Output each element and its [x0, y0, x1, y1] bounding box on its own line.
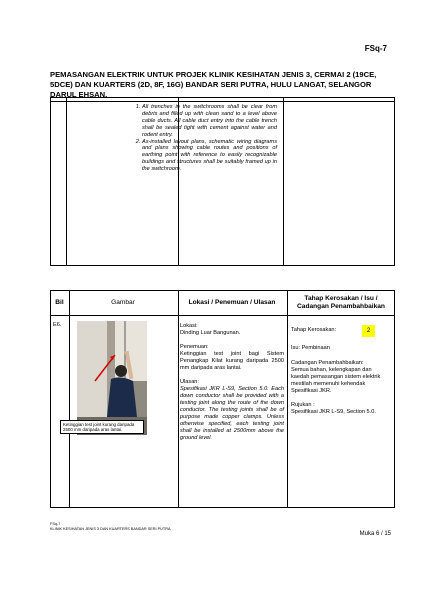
page-number: Muka 6 / 15: [359, 531, 391, 537]
header-bil: Bil: [55, 299, 64, 306]
isu-text: Isu: Pembinaan: [291, 345, 330, 351]
table-divider: [178, 291, 179, 507]
site-photo-illustration: [77, 321, 147, 435]
document-code: FSq-7: [364, 44, 387, 53]
note-item: 2. As-installed layout plans, schematic wiring diagrams and plans showing cable routes and positions of earthing point with reference to easily recognizable buildings and structures shall be suitably framed up in the switchroom.: [142, 139, 277, 174]
rujukan-value: Spesifikasi JKR L-S9, Section 5.0.: [291, 409, 376, 415]
cadangan-value: Semua bahan, kelengkapan dan kaedah pemasangan sistem elektrik mestilah memenuhi kehendak Spesifikasi JKR.: [291, 367, 381, 394]
notes-list: [132, 104, 277, 173]
cadangan-section: [291, 360, 391, 416]
footer-form-code: FSq-7: [50, 522, 61, 526]
note-item: 1. All trenches in the switchrooms shall be clear from debris and filled up with clean sand to a level above cable ducts. All cable duct entry into the cable trench shall be sealed tight with cement against water and rodent entry.: [142, 104, 277, 139]
severity-badge: 2: [362, 325, 375, 337]
ulasan-value: Spesifikasi JKR L-S9, Section 5.0. Each down conductor shall be provided with a testing joint along the route of the down conductor. The testing joints shall be of purpose made copper clamps. Unless otherwise specified, each testing joint shall be installed at 2500mm above the ground level.: [180, 386, 284, 441]
photo-caption: Ketinggian test joint kurang daripada 2500 mm daripada aras lantai.: [60, 420, 144, 434]
ulasan-label: Ulasan:: [180, 379, 199, 385]
lokasi-label: Lokasi:: [180, 323, 198, 329]
footer-code: [50, 522, 170, 531]
footer-subtitle: KLINIK KESIHATAN JENIS 3 DAN KUARTERS BANDAR SERI PUTRA: [50, 526, 171, 531]
tahap-label: Tahap Kerosakan:: [291, 327, 337, 333]
table-divider: [66, 98, 67, 265]
header-tahap: Tahap Kerosakan / Isu / Cadangan Penambahbaikan: [297, 295, 385, 310]
penemuan-value: Ketinggian test joint bagi Sistem Penangkap Kilat kurang daripada 2500 mm daripada aras lantai.: [180, 351, 284, 371]
cadangan-label: Cadangan Penambahbaikan:: [291, 360, 364, 366]
document-title: PEMASANGAN ELEKTRIK UNTUK PROJEK KLINIK KESIHATAN JENIS 3, CERMAI 2 (19CE, 5DCE) DAN KUARTERS (2D, 8F, 16G) BANDAR SERI PUTRA, HULU LANGAT, SELANGOR DARUL EHSAN.: [50, 70, 395, 100]
header-gambar: Gambar: [111, 299, 135, 306]
site-photo: [77, 321, 147, 435]
lokasi-value: Dinding Luar Bangunan.: [180, 330, 241, 336]
header-lokasi: Lokasi / Penemuan / Ulasan: [188, 299, 276, 306]
table-divider: [287, 291, 288, 507]
table-divider: [283, 98, 284, 265]
row-number: E6.: [53, 322, 62, 328]
rujukan-label: Rujukan :: [291, 402, 315, 408]
penemuan-label: Penemuan:: [180, 344, 209, 350]
header-divider: [51, 315, 394, 316]
table-divider: [69, 291, 70, 507]
lokasi-section: [180, 323, 284, 442]
